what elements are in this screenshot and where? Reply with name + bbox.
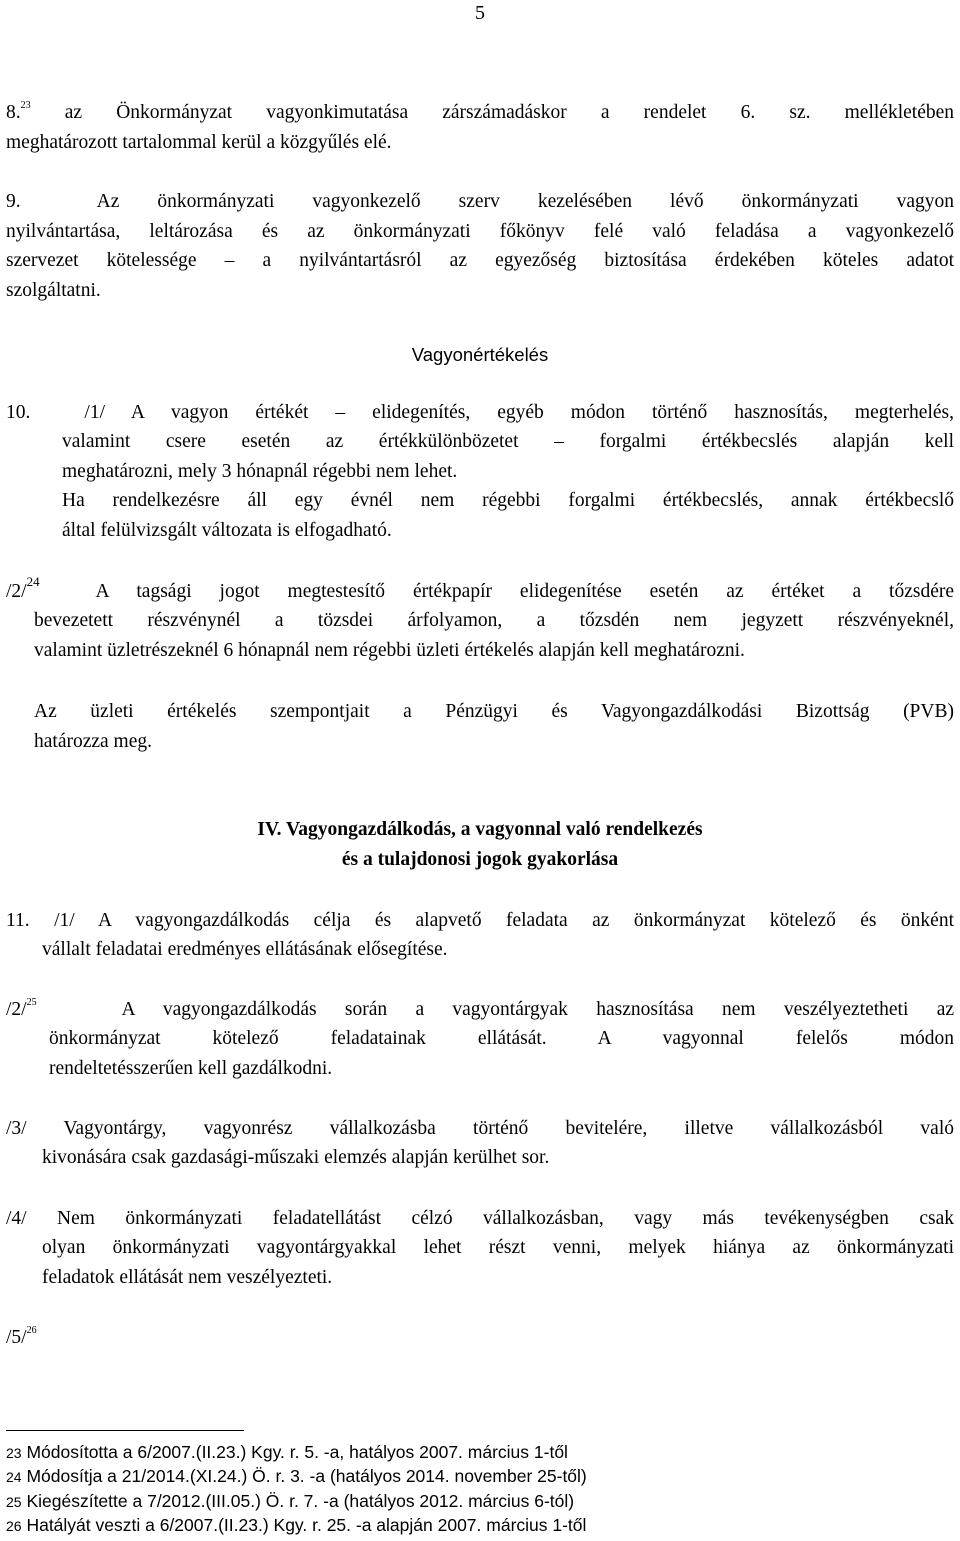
footnote-24: 24 Módosítja a 21/2014.(XI.24.) Ö. r. 3. -a (hatályos 2014. november 25-től) <box>6 1466 587 1486</box>
section-11-para-3-first: /3/ Vagyontárgy, vagyonrész vállalkozásba történő bevitelére, illetve vállalkozásból való <box>6 1118 954 1139</box>
footnote-23: 23 Módosította a 6/2007.(II.23.) Kgy. r. 5. -a, hatályos 2007. március 1-től <box>6 1442 568 1462</box>
section-11-para-2-first: /2/$^{25}$ A vagyongazdálkodás során a vagyontárgyak hasznosítása nem veszélyeztetheti az <box>6 997 954 1020</box>
footnote-ref-26[interactable]: 26 <box>26 1325 37 1336</box>
subsection-label-2: /2/ <box>6 581 27 602</box>
section-9-line-4: szolgáltatni. <box>6 279 101 301</box>
section-8-line-2: meghatározott tartalommal kerül a közgyűlés elé. <box>6 131 392 153</box>
section-9 <box>6 187 954 305</box>
heading-vagyonertekeles: Vagyonértékelés <box>411 344 549 365</box>
page-number: 5 <box>475 2 485 24</box>
section-8-number: 8. <box>6 102 21 123</box>
section-10-para-4: Az üzleti értékelés szempontjait a Pénzügyi és Vagyongazdálkodási Bizottság (PVB) határozza meg. <box>34 701 954 752</box>
section-11-para-2-rest: önkormányzat kötelező feladatainak ellátását. A vagyonnal felelős módon rendeltetésszerűen kell gazdálkodni. <box>49 1028 954 1079</box>
footnote-ref-25[interactable]: 25 <box>26 997 37 1008</box>
section-11-para-1-first: 11. /1/ A vagyongazdálkodás célja és alapvető feladata az önkormányzat kötelező és önként <box>6 910 954 931</box>
section-11-para-4-first: /4/ Nem önkormányzati feladatellátást célzó vállalkozásban, vagy más tevékenységben csak <box>6 1208 954 1229</box>
chapter-heading-line-1: IV. Vagyongazdálkodás, a vagyonnal való rendelkezés <box>257 819 703 840</box>
section-11-para-4-rest: olyan önkormányzati vagyontárgyakkal lehet részt venni, melyek hiánya az önkormányzati feladatok ellátását nem veszélyezteti. <box>42 1237 954 1288</box>
footnote-ref-23[interactable]: 23 <box>20 100 31 111</box>
section-11-number: 11. <box>6 910 30 931</box>
section-11-para-5 <box>6 1323 954 1353</box>
section-9-line-2: nyilvántartása, leltározása és az önkormányzati főkönyv felé való feladása a vagyonkezelő <box>6 220 954 242</box>
section-11-para-1-rest: vállalt feladatai eredményes ellátásának elősegítése. <box>42 939 448 960</box>
section-10-para-2: Ha rendelkezésre áll egy évnél nem régebbi forgalmi értékbecslés, annak értékbecslő által felülvizsgált változata is elfogadható. <box>62 490 954 541</box>
section-11-para-3-rest: kivonására csak gazdasági-műszaki elemzés alapján kerülhet sor. <box>42 1147 550 1168</box>
section-10-para-1-rest: valamint csere esetén az értékkülönbözetet – forgalmi értékbecslés alapján kell meghatározni, mely 3 hónapnál régebbi nem lehet. <box>62 431 954 482</box>
subsection-label-5: /5/ <box>6 1327 27 1348</box>
footnote-25: 25 Kiegészítette a 7/2012.(III.05.) Ö. r. 7. -a (hatályos 2012. március 6-tól) <box>6 1491 575 1511</box>
section-8 <box>6 98 954 157</box>
footnote-ref-24[interactable]: 24 <box>26 577 40 589</box>
section-10-number: 10. <box>6 402 31 423</box>
footnote-26: 26 Hatályát veszti a 6/2007.(II.23.) Kgy. r. 25. -a alapján 2007. március 1-től <box>6 1515 587 1535</box>
section-10-para-3-first: /2/$^{24}$ A tagsági jogot megtestesítő értékpapír elidegenítése esetén az értéket a tőzsdére <box>6 577 954 607</box>
section-9-number: 9. <box>6 191 21 212</box>
subsection-label-2b: /2/ <box>6 999 27 1020</box>
chapter-heading-line-2: és a tulajdonosi jogok gyakorlása <box>341 849 619 870</box>
footnote-divider <box>6 1430 244 1431</box>
section-9-line-1: 9. Az önkormányzati vagyonkezelő szerv kezelésében lévő önkormányzati vagyon <box>6 191 954 212</box>
section-9-line-3: szervezet kötelessége – a nyilvántartásról az egyezőség biztosítása érdekében köteles adatot <box>6 250 954 271</box>
section-8-line-1: 8.23 az Önkormányzat vagyonkimutatása zárszámadáskor a rendelet 6. sz. mellékletében <box>6 100 954 123</box>
section-10-para-3-rest: bevezetett részvénynél a tözsdei árfolyamon, a tőzsdén nem jegyzett részvényeknél, valamint üzletrészeknél 6 hónapnál nem régebbi üzleti értékelés alapján kell meghatározni. <box>34 610 954 661</box>
section-10-para-1-first: 10. /1/ A vagyon értékét – elidegenítés, egyéb módon történő hasznosítás, megterhelés, <box>6 402 954 423</box>
